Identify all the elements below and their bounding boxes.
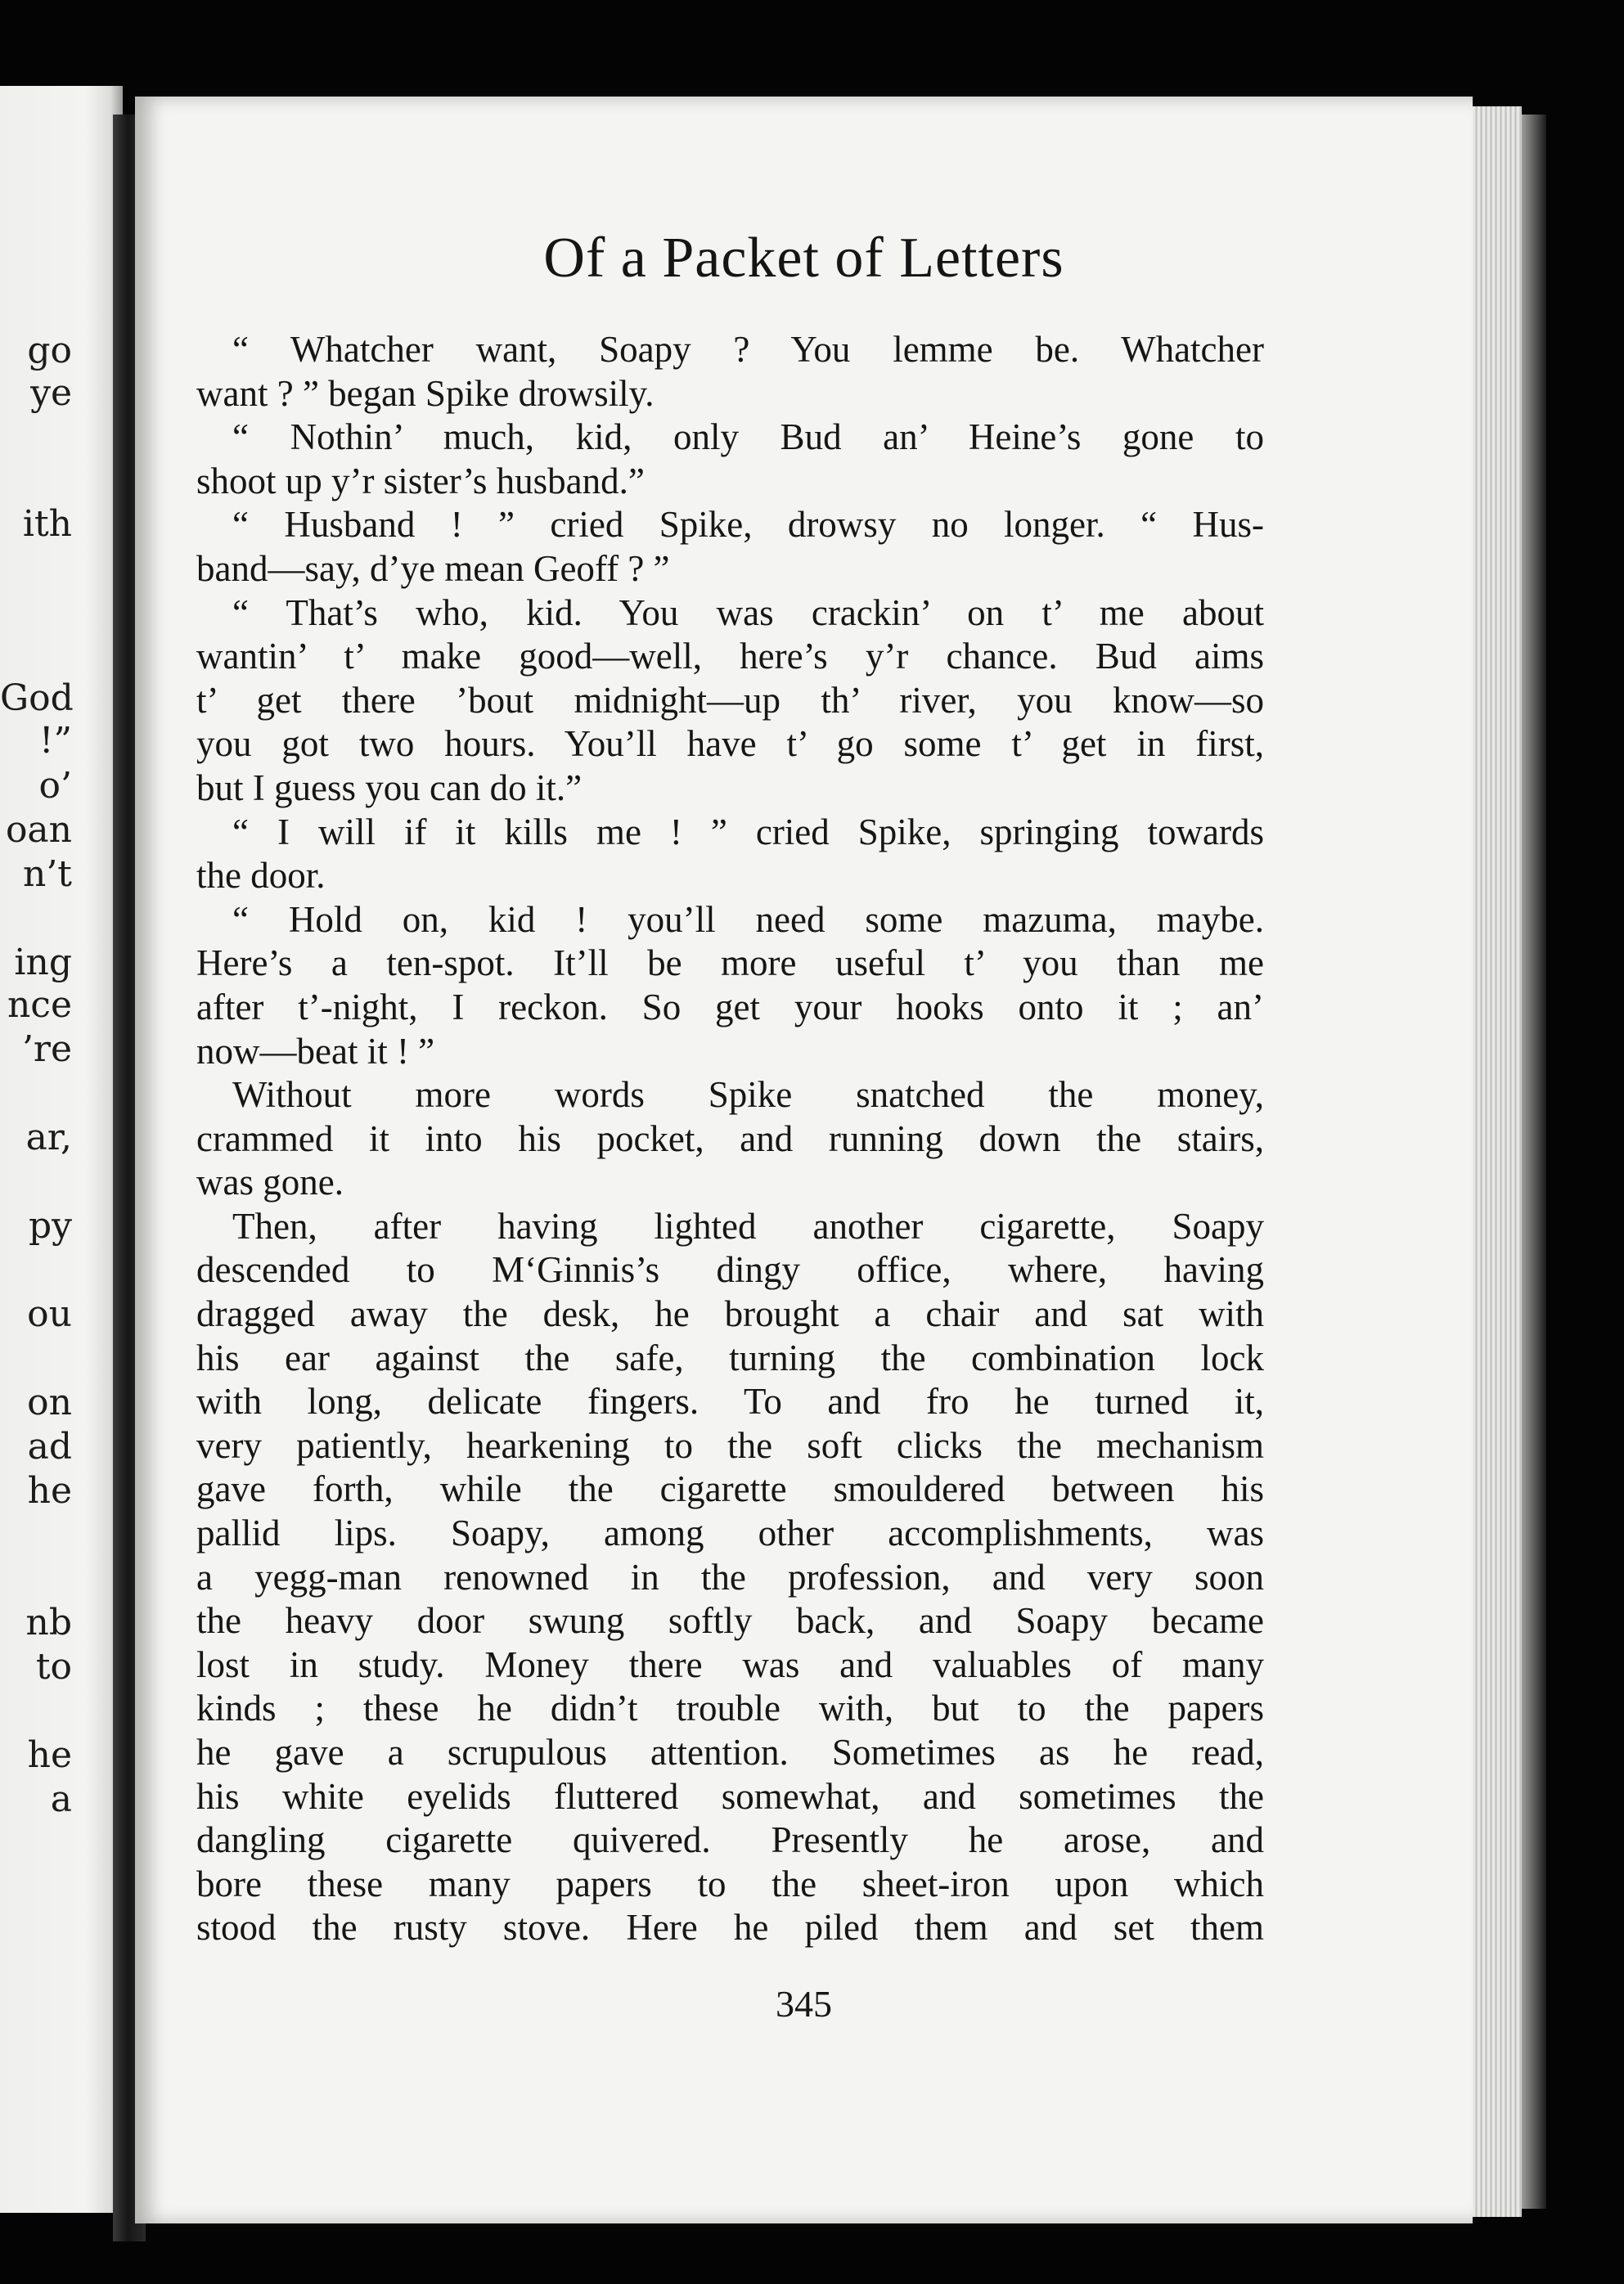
left-fragment: he (27, 1736, 72, 1775)
left-fragment: py (28, 1207, 72, 1246)
left-fragment: to (35, 1648, 72, 1687)
left-fragment: ing (14, 943, 72, 982)
text-line: “ That’s who, kid. You was crackin’ on t’ me about (232, 591, 1264, 633)
text-line: you got two hours. You’ll have t’ go some t’ get in first, (196, 723, 1264, 765)
text-line: “ I will if it kills me ! ” cried Spike, springing towards (232, 811, 1264, 852)
left-fragment: oan (5, 811, 72, 850)
left-fragment: n’t (22, 855, 72, 894)
left-fragment: ye (30, 374, 72, 413)
page-edges (1473, 106, 1522, 2217)
left-fragment: ar, (25, 1118, 72, 1158)
text-line: was gone. (196, 1162, 344, 1203)
left-fragment: !” (38, 722, 72, 761)
text-line: bore these many papers to the sheet-iron upon which (196, 1863, 1264, 1904)
text-line: dragged away the desk, he brought a chair and sat with (196, 1293, 1264, 1335)
text-line: his white eyelids fluttered somewhat, and sometimes the (196, 1775, 1264, 1817)
text-line: wantin’ t’ make good—well, here’s y’r chance. Bud aims (196, 636, 1264, 677)
left-fragment: ad (27, 1428, 72, 1467)
text-line: pallid lips. Soapy, among other accomplishments, was (196, 1513, 1264, 1554)
text-line: “ Husband ! ” cried Spike, drowsy no longer. “ Hus- (232, 504, 1264, 546)
text-line: crammed it into his pocket, and running down the stairs, (196, 1117, 1264, 1159)
left-fragment: a (50, 1780, 72, 1819)
text-line: gave forth, while the cigarette smouldered between his (196, 1468, 1264, 1510)
left-fragment: ou (27, 1295, 72, 1334)
text-line: dangling cigarette quivered. Presently he arose, and (196, 1819, 1264, 1861)
text-line: descended to M‘Ginnis’s dingy office, where, having (196, 1249, 1264, 1291)
text-line: band—say, d’ye mean Geoff ? ” (196, 547, 670, 589)
text-line: “ Hold on, kid ! you’ll need some mazuma, maybe. (232, 898, 1264, 940)
text-line: t’ get there ’bout midnight—up th’ river, you know—so (196, 679, 1264, 721)
text-line: he gave a scrupulous attention. Sometimes as he read, (196, 1732, 1264, 1773)
text-line: Without more words Spike snatched the money, (232, 1074, 1264, 1116)
text-line: now—beat it ! ” (196, 1030, 435, 1072)
body-text (196, 328, 1264, 1950)
text-line: Here’s a ten-spot. It’ll be more useful t’ you than me (196, 942, 1264, 984)
left-fragment: nce (7, 986, 72, 1025)
text-line: kinds ; these he didn’t trouble with, but to the papers (196, 1688, 1264, 1729)
left-fragment: God (0, 679, 74, 718)
text-line: with long, delicate fingers. To and fro he turned it, (196, 1381, 1264, 1423)
running-head: Of a Packet of Letters (543, 227, 1064, 290)
text-line: shoot up y’r sister’s husband.” (196, 460, 645, 501)
text-line: stood the rusty stove. Here he piled them and set them (196, 1907, 1264, 1949)
text-line: “ Whatcher want, Soapy ? You lemme be. Whatcher (232, 329, 1264, 370)
text-line: the heavy door swung softly back, and Soapy became (196, 1600, 1264, 1642)
left-fragment: o’ (38, 767, 72, 806)
text-line: after t’-night, I reckon. So get your hooks onto it ; an’ (196, 986, 1264, 1027)
text-line: “ Nothin’ much, kid, only Bud an’ Heine’s gone to (232, 416, 1264, 458)
left-fragment: he (27, 1472, 72, 1511)
left-page (0, 86, 123, 2213)
left-fragment: ith (22, 505, 72, 544)
left-fragment: nb (25, 1603, 72, 1643)
right-page (135, 97, 1473, 2223)
text-line: lost in study. Money there was and valuables of many (196, 1643, 1264, 1685)
text-line: his ear against the safe, turning the combination lock (196, 1337, 1264, 1378)
left-fragment: on (27, 1383, 72, 1423)
book-fore-edge-shadow (1522, 115, 1546, 2209)
text-line: the door. (196, 855, 326, 897)
text-line: very patiently, hearkening to the soft clicks the mechanism (196, 1424, 1264, 1466)
left-fragment: go (27, 331, 72, 371)
text-line: Then, after having lighted another cigarette, Soapy (232, 1205, 1264, 1247)
left-fragment: ’re (21, 1030, 72, 1069)
text-line: but I guess you can do it.” (196, 767, 583, 808)
page-number: 345 (776, 1983, 832, 2025)
text-line: want ? ” began Spike drowsily. (196, 372, 655, 414)
text-line: a yegg-man renowned in the profession, and very soon (196, 1556, 1264, 1598)
